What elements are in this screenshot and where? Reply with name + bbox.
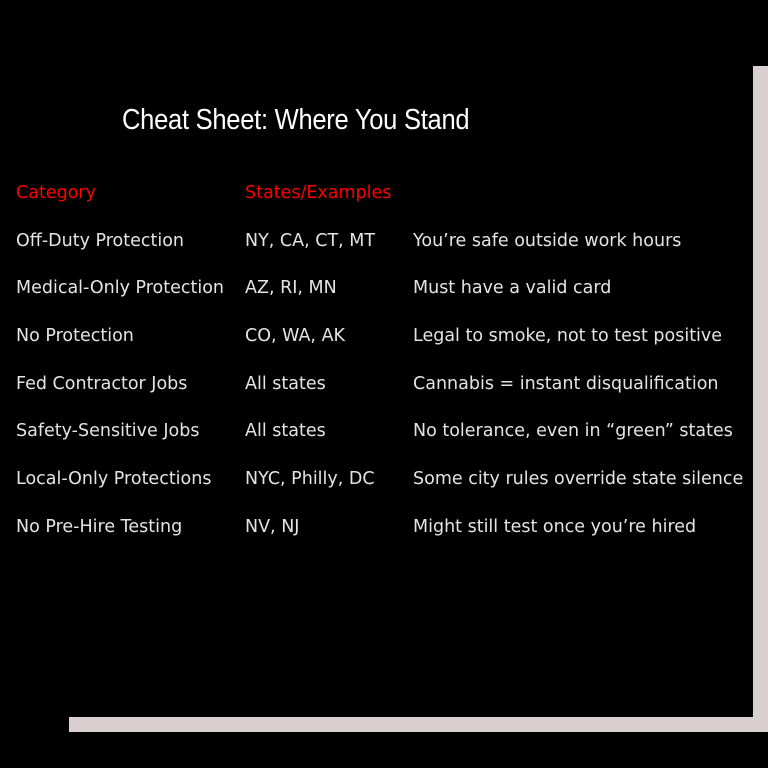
- row-category: No Pre-Hire Testing: [16, 516, 183, 537]
- row-states: AZ, RI, MN: [245, 278, 337, 299]
- table-row: [16, 228, 756, 276]
- table-row: [16, 514, 756, 562]
- row-note: Some city rules override state silence: [413, 469, 744, 490]
- header-states: States/Examples: [245, 183, 392, 203]
- row-states: NV, NJ: [245, 516, 300, 537]
- header-category: Category: [16, 183, 96, 203]
- row-note: No tolerance, even in “green” states: [413, 421, 733, 442]
- page-title: Cheat Sheet: Where You Stand: [122, 104, 470, 136]
- row-states: CO, WA, AK: [245, 326, 346, 347]
- row-note: Must have a valid card: [413, 278, 612, 299]
- frame-border-bottom: [69, 717, 768, 732]
- row-category: No Protection: [16, 326, 134, 347]
- table-header-row: [16, 180, 756, 228]
- row-category: Medical-Only Protection: [16, 278, 225, 299]
- table-row: [16, 371, 756, 419]
- row-note: Cannabis = instant disqualification: [413, 373, 719, 394]
- table-row: [16, 323, 756, 371]
- row-note: Might still test once you’re hired: [413, 516, 697, 537]
- row-states: All states: [245, 373, 326, 394]
- row-states: NYC, Philly, DC: [245, 469, 375, 490]
- row-note: You’re safe outside work hours: [413, 230, 682, 251]
- table-row: [16, 275, 756, 323]
- row-states: All states: [245, 421, 326, 442]
- row-category: Off-Duty Protection: [16, 230, 185, 251]
- row-note: Legal to smoke, not to test positive: [413, 326, 723, 347]
- row-states: NY, CA, CT, MT: [245, 230, 376, 251]
- cheat-sheet-table: [16, 180, 756, 562]
- row-category: Fed Contractor Jobs: [16, 373, 188, 394]
- table-row: [16, 418, 756, 466]
- table-row: [16, 466, 756, 514]
- row-category: Local-Only Protections: [16, 469, 212, 490]
- row-category: Safety-Sensitive Jobs: [16, 421, 200, 442]
